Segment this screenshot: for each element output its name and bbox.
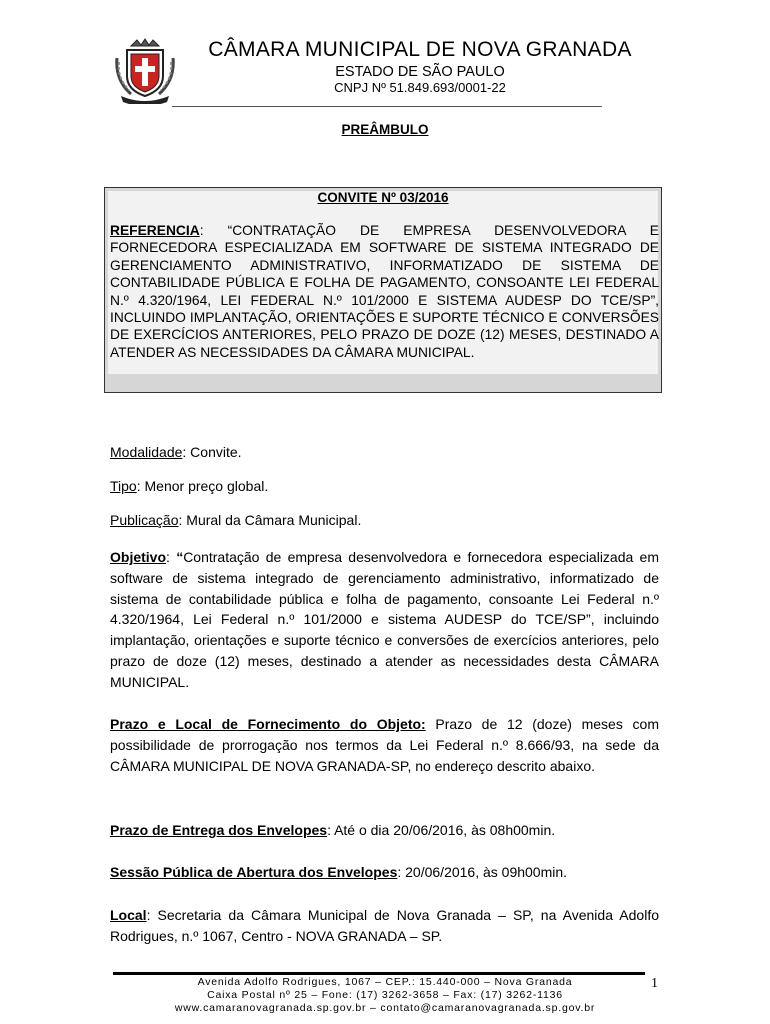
modalidade-field xyxy=(110,442,659,463)
header-divider xyxy=(172,106,602,107)
state-name: ESTADO DE SÃO PAULO xyxy=(335,64,505,80)
modalidade-label: Modalidade xyxy=(110,444,183,460)
prazo-entrega-value: : Até o dia 20/06/2016, às 08h00min. xyxy=(327,822,556,838)
prazo-entrega-label: Prazo de Entrega dos Envelopes xyxy=(110,822,328,838)
sessao-field xyxy=(110,862,659,883)
footer-web-email: www.camaranovagranada.sp.gov.br – contato@camaranovagranada.sp.gov.br xyxy=(174,1002,596,1014)
publicacao-label: Publicação xyxy=(110,512,179,528)
prazo-local-label: Prazo e Local de Fornecimento do Objeto: xyxy=(110,716,426,732)
objetivo-label: Objetivo xyxy=(110,549,167,565)
publicacao-value: : Mural da Câmara Municipal. xyxy=(178,512,362,528)
convite-title: CONVITE Nº 03/2016 xyxy=(317,190,449,205)
objetivo-quote: “ xyxy=(176,549,184,565)
sessao-label: Sessão Pública de Abertura dos Envelopes xyxy=(110,864,398,880)
referencia-text: : “CONTRATAÇÃO DE EMPRESA DESENVOLVEDORA E FORNECEDORA ESPECIALIZADA EM SOFTWARE DE SISTEMA INTEGRADO DE GERENCIAMENTO ADMINISTRATIVO, INFORMATIZADO DE SISTEMA DE CONTABILIDADE PÚBLICA E FOLHA DE PAGAMENTO, CONSOANTE LEI FEDERAL N.º 4.320/1964, LEI FEDERAL N.º 101/2000 E SISTEMA AUDESP DO TCE/SP”, INCLUINDO IMPLANTAÇÃO, ORIENTAÇÕES E SUPORTE TÉCNICO E CONVERSÕES DE EXERCÍCIOS ANTERIORES, PELO PRAZO DE DOZE (12) MESES, DESTINADO A ATENDER AS NECESSIDADES DA CÂMARA MUNICIPAL. xyxy=(110,223,659,360)
page-number: 1 xyxy=(651,976,658,991)
objetivo-separator: : xyxy=(166,549,177,565)
local-label: Local xyxy=(110,907,147,923)
local-field xyxy=(110,905,659,947)
coat-of-arms-logo xyxy=(113,36,177,104)
cnpj-number: CNPJ Nº 51.849.693/0001-22 xyxy=(334,80,506,95)
prazo-local-value: Prazo de 12 (doze) meses com possibilidade de prorrogação nos termos da Lei Federal n.º 8.666/93, na sede da CÂMARA MUNICIPAL DE NOVA GRANADA-SP, no endereço descrito abaixo. xyxy=(110,716,659,774)
publicacao-field xyxy=(110,510,659,531)
preamble-title: PREÂMBULO xyxy=(341,122,429,137)
prazo-entrega-field xyxy=(110,820,659,841)
tipo-label: Tipo xyxy=(110,478,137,494)
local-value: : Secretaria da Câmara Municipal de Nova Granada – SP, na Avenida Adolfo Rodrigues, n.º 1067, Centro - NOVA GRANADA – SP. xyxy=(110,907,659,944)
footer-divider xyxy=(113,972,645,975)
objetivo-field xyxy=(110,547,659,693)
objetivo-value: Contratação de empresa desenvolvedora e fornecedora especializada em software de sistema integrado de gerenciamento administrativo, informatizado de sistema de contabilidade pública e folha de pagamento, consoante Lei Federal n.º 4.320/1964, Lei Federal n.º 101/2000 e sistema AUDESP do TCE/SP”, incluindo implantação, orientações e suporte técnico e conversões de exercícios anteriores, pelo prazo de doze (12) meses, destinado a atender as necessidades desta CÂMARA MUNICIPAL. xyxy=(110,549,660,690)
modalidade-value: : Convite. xyxy=(182,444,242,460)
organization-name: CÂMARA MUNICIPAL DE NOVA GRANADA xyxy=(208,38,632,61)
referencia-label: REFERENCIA xyxy=(110,223,200,238)
tipo-field xyxy=(110,476,659,497)
tipo-value: : Menor preço global. xyxy=(136,478,269,494)
footer-address: Avenida Adolfo Rodrigues, 1067 – CEP.: 15.440-000 – Nova Granada xyxy=(197,976,573,988)
footer-phone: Caixa Postal nº 25 – Fone: (17) 3262-3658 – Fax: (17) 3262-1136 xyxy=(207,989,563,1001)
prazo-local-field xyxy=(110,714,659,776)
sessao-value: : 20/06/2016, às 09h00min. xyxy=(397,864,568,880)
referencia-paragraph xyxy=(110,222,659,361)
